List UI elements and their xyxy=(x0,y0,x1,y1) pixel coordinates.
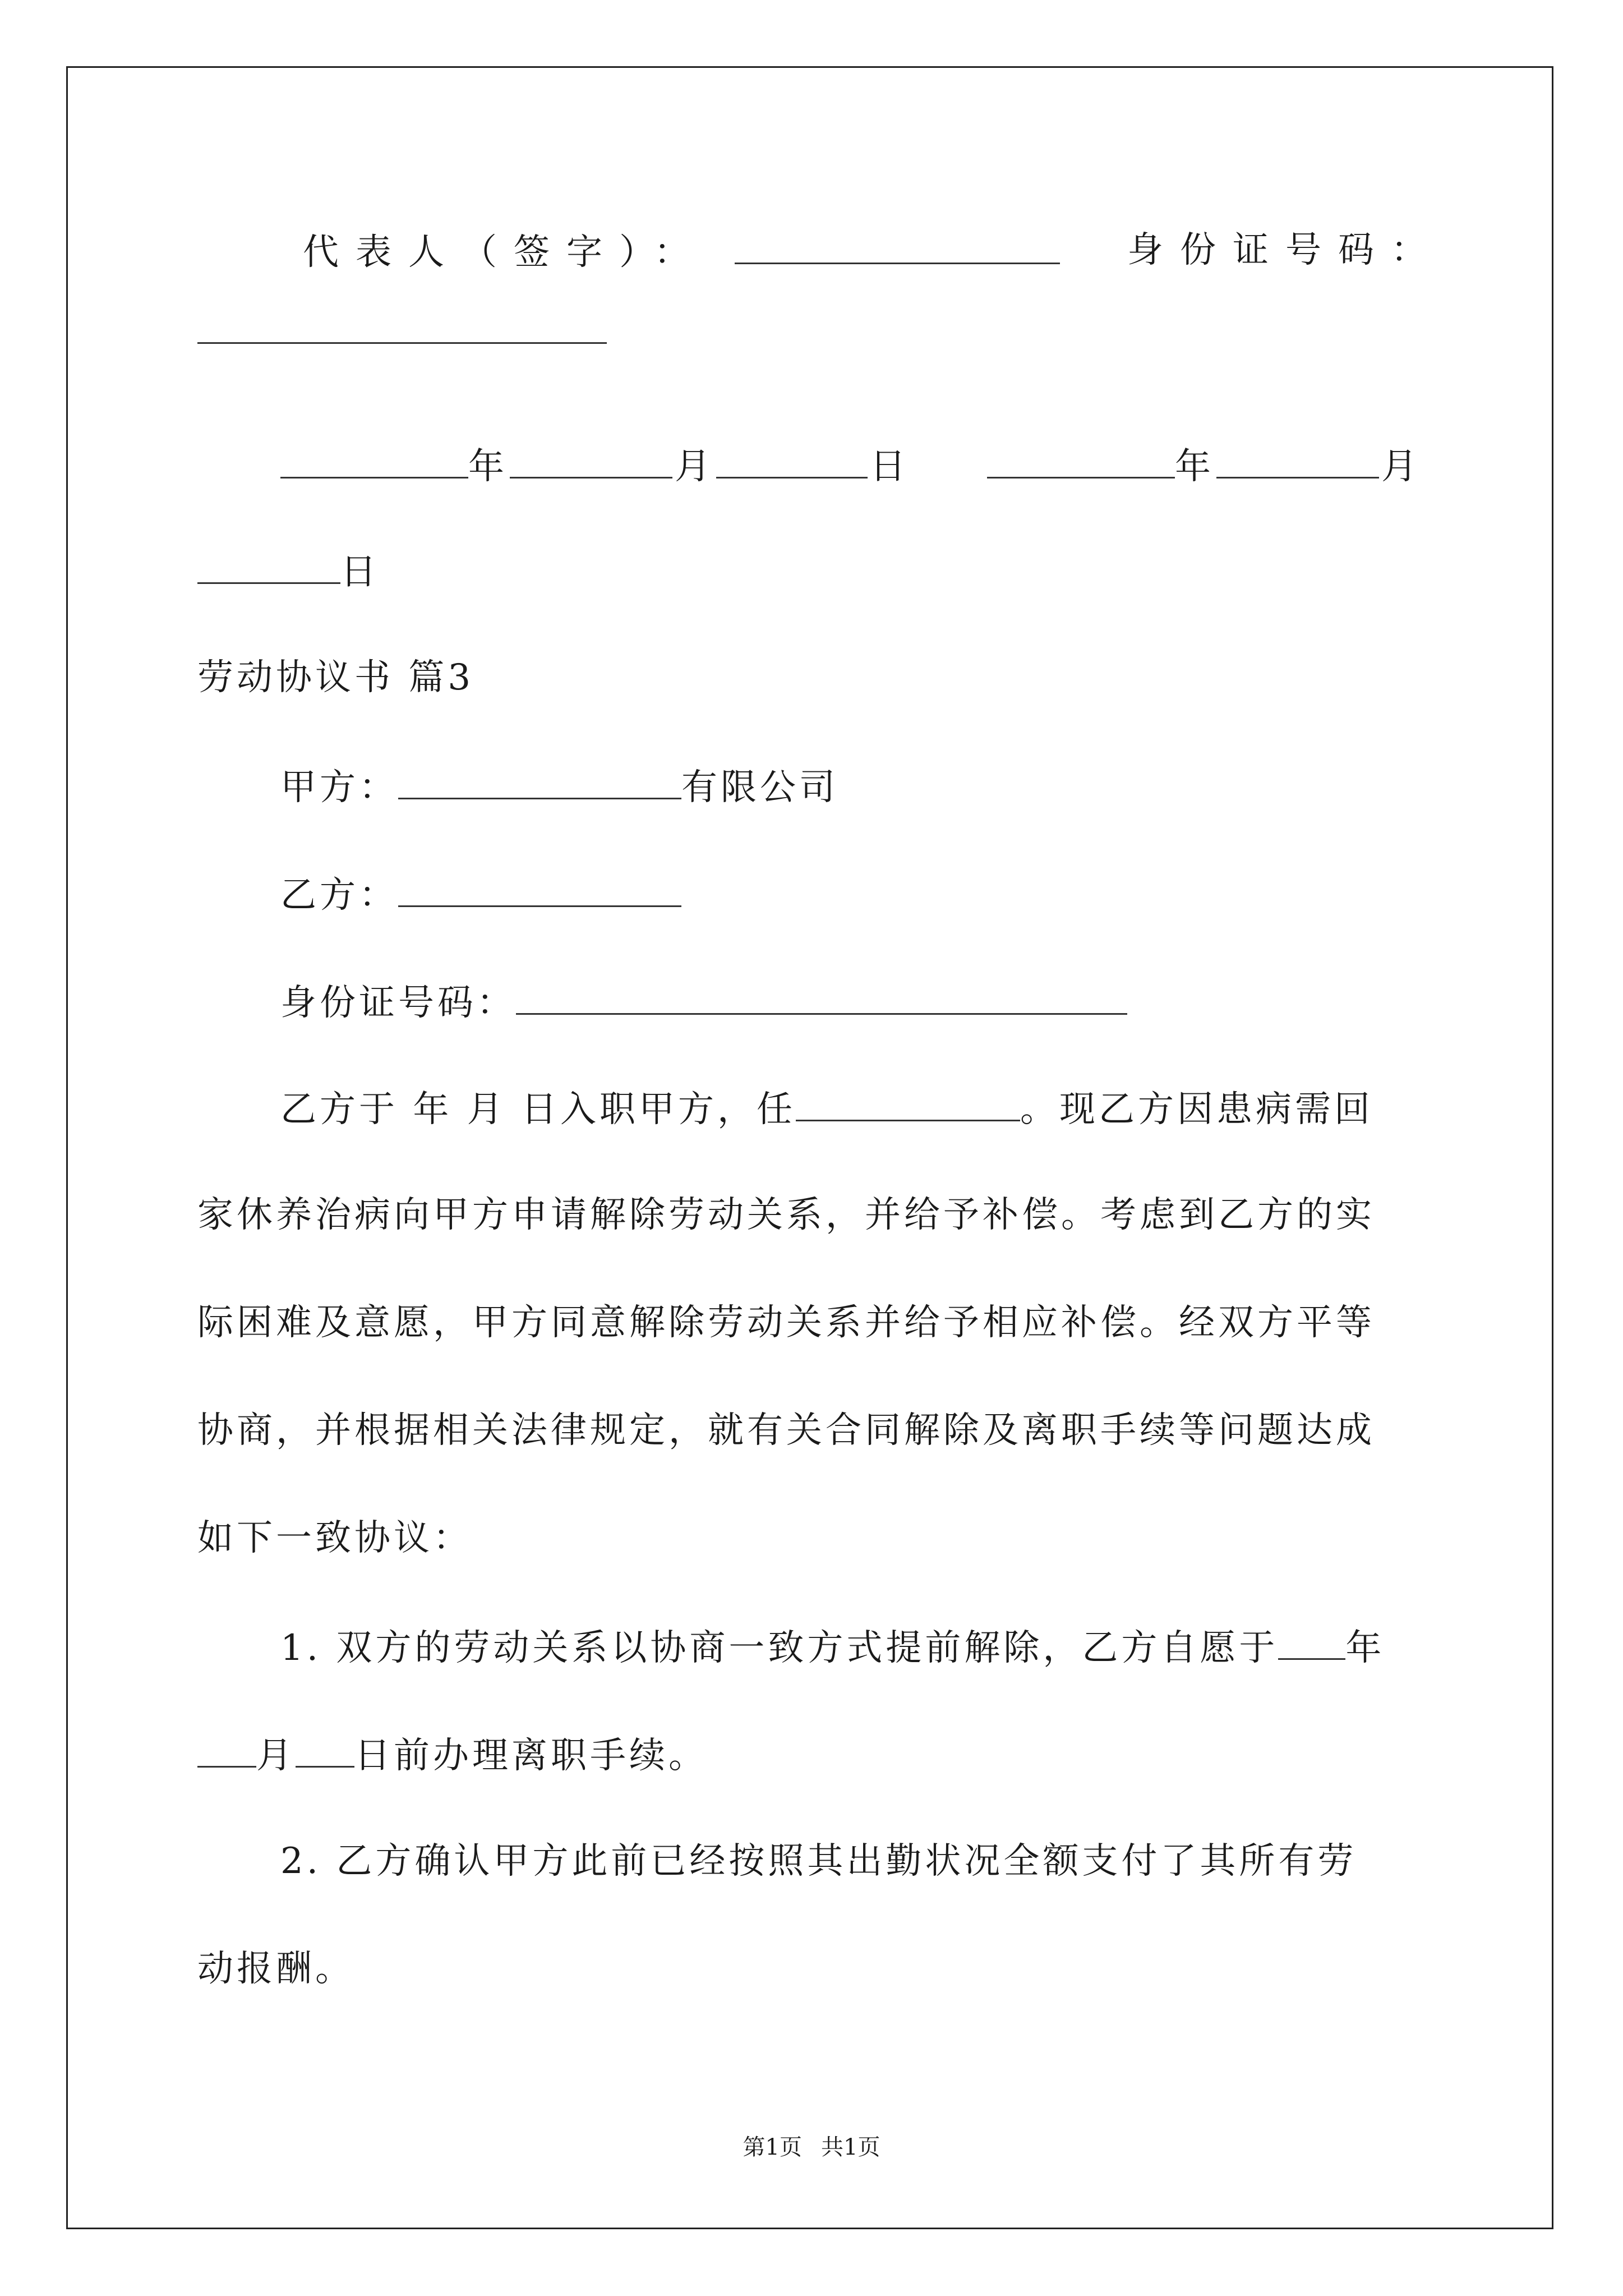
paragraph-line-5: 如下一致协议： xyxy=(197,1517,472,1559)
date-row-left xyxy=(280,447,909,485)
party-b-name-blank[interactable] xyxy=(398,875,681,907)
month-blank-right[interactable] xyxy=(1216,447,1379,478)
month-blank-left[interactable] xyxy=(510,447,672,478)
party-a-row xyxy=(280,767,838,806)
representative-label: 代表人（签字）： xyxy=(303,232,707,273)
clause-1-text: 1. 双方的劳动关系以协商一致方式提前解除，乙方自愿于 xyxy=(280,1627,1279,1669)
id-number-label: 身份证号码： xyxy=(1127,229,1444,271)
clause-1-line-1 xyxy=(280,1627,1385,1669)
clause-2-line-1: 2. 乙方确认甲方此前已经按照其出勤状况全额支付了其所有劳 xyxy=(280,1841,1357,1882)
clause-1-year: 年 xyxy=(1345,1627,1385,1669)
representative-signature-blank[interactable] xyxy=(735,232,1060,264)
clause-1-month-blank[interactable] xyxy=(197,1736,256,1768)
clause-1-day-blank[interactable] xyxy=(296,1736,354,1768)
year-label-left: 年 xyxy=(468,446,508,487)
id-number-row xyxy=(1127,229,1444,271)
month-label-left: 月 xyxy=(675,446,714,487)
year-blank-left[interactable] xyxy=(280,447,468,478)
day-label-left: 日 xyxy=(870,446,909,487)
day-blank-left[interactable] xyxy=(716,447,868,478)
page-number: 第1页 xyxy=(743,2134,802,2160)
clause-1-year-blank[interactable] xyxy=(1278,1628,1345,1660)
year-label-right: 年 xyxy=(1175,446,1214,487)
paragraph-line-2: 家休养治病向甲方申请解除劳动关系，并给予补偿。考虑到乙方的实 xyxy=(197,1194,1375,1236)
party-b-row xyxy=(280,875,681,916)
party-b-id-row xyxy=(280,982,1127,1024)
paragraph-line-4: 协商，并根据相关法律规定，就有关合同解除及离职手续等问题达成 xyxy=(197,1410,1375,1451)
paragraph-line-3: 际困难及意愿，甲方同意解除劳动关系并给予相应补偿。经双方平等 xyxy=(197,1302,1375,1343)
paragraph-line-1 xyxy=(280,1089,1373,1128)
year-blank-right[interactable] xyxy=(987,447,1175,478)
position-blank[interactable] xyxy=(796,1089,1020,1121)
party-b-id-blank[interactable] xyxy=(516,983,1127,1015)
date-row-right xyxy=(987,447,1421,485)
clause-1-month: 月 xyxy=(256,1735,296,1777)
party-b-id-label: 身份证号码： xyxy=(280,982,516,1024)
date-row-day-right xyxy=(197,551,380,593)
day-blank-right[interactable] xyxy=(197,552,340,584)
id-number-blank[interactable] xyxy=(197,312,607,344)
clause-2-line-2: 动报酬。 xyxy=(197,1948,354,1990)
paragraph-part-1: 乙方于 年 月 日入职甲方，任 xyxy=(280,1089,796,1130)
section-title: 劳动协议书 篇3 xyxy=(197,657,474,698)
clause-1-line-2 xyxy=(197,1735,708,1777)
clause-1-rest: 日前办理离职手续。 xyxy=(354,1735,708,1777)
party-a-name-blank[interactable] xyxy=(398,767,681,799)
day-label-right: 日 xyxy=(340,551,380,593)
page-border xyxy=(66,66,1553,2229)
month-label-right: 月 xyxy=(1381,446,1421,487)
party-b-label: 乙方： xyxy=(280,875,398,916)
party-a-suffix: 有限公司 xyxy=(681,767,838,808)
representative-signature-row xyxy=(303,232,1062,273)
id-number-blank-row xyxy=(197,312,607,350)
page-footer xyxy=(0,2136,1623,2159)
paragraph-part-2: 。现乙方因患病需回 xyxy=(1020,1089,1374,1130)
party-a-label: 甲方： xyxy=(280,767,398,808)
page-total: 共1页 xyxy=(821,2134,880,2160)
